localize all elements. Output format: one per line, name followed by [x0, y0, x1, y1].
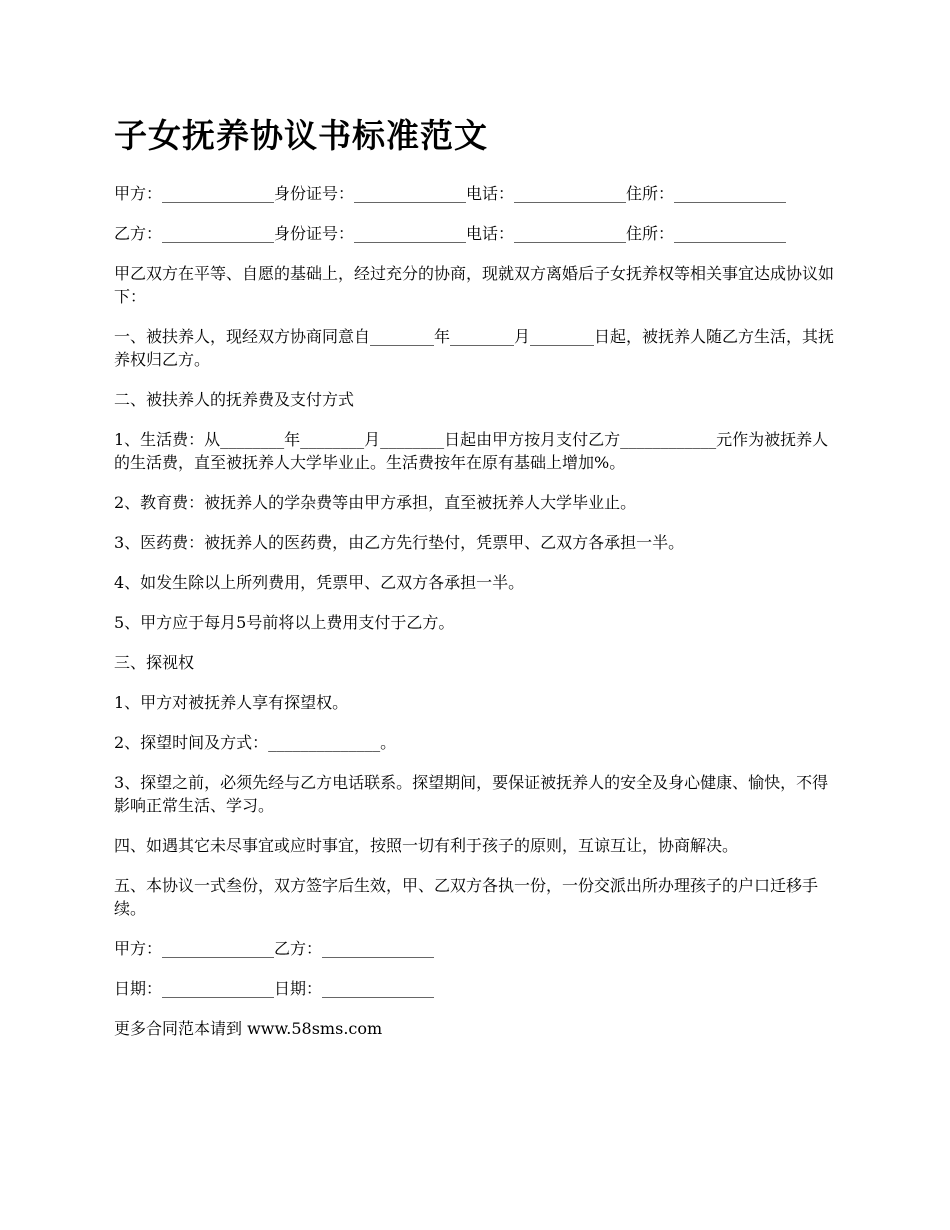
preamble-paragraph: 甲乙双方在平等、自愿的基础上，经过充分的协商，现就双方离婚后子女抚养权等相关事宜达成协议如下： — [114, 264, 835, 306]
clause-5-copies: 五、本协议一式叁份，双方签字后生效，甲、乙双方各执一份，一份交派出所办理孩子的户口迁移手续。 — [114, 876, 819, 918]
document-title: 子女抚养协议书标准范文 — [114, 116, 488, 155]
party-b-info: 乙方：______________身份证号：______________电话：______________住所：______________ — [114, 224, 787, 243]
clause-2-education-fees: 2、教育费：被抚养人的学杂费等由甲方承担，直至被抚养人大学毕业止。 — [114, 493, 637, 512]
party-a-info: 甲方：______________身份证号：______________电话：______________住所：______________ — [114, 184, 787, 203]
date-line: 日期：______________日期：______________ — [114, 979, 435, 998]
clause-3-visitation-conditions: 3、探望之前，必须先经与乙方电话联系。探望期间，要保证被抚养人的安全及身心健康、愉快，不得影响正常生活、学习。 — [114, 773, 829, 815]
clause-2-living-expenses: 1、生活费：从________年________月________日起由甲方按月支付乙方____________元作为被抚养人的生活费，直至被抚养人大学毕业止。生活费按年在原有基础上增加%。 — [114, 430, 829, 472]
clause-3-visitation-right: 1、甲方对被抚养人享有探望权。 — [114, 693, 349, 712]
signature-line: 甲方：______________乙方：______________ — [114, 939, 435, 958]
clause-3-visitation-schedule: 2、探望时间及方式：______________。 — [114, 733, 397, 752]
clause-2-medical-fees: 3、医药费：被抚养人的医药费，由乙方先行垫付，凭票甲、乙双方各承担一半。 — [114, 533, 685, 552]
clause-4-other-matters: 四、如遇其它未尽事宜或应时事宜，按照一切有利于孩子的原则，互谅互让，协商解决。 — [114, 836, 739, 855]
clause-2-other-fees: 4、如发生除以上所列费用，凭票甲、乙双方各承担一半。 — [114, 573, 525, 592]
clause-1-custody: 一、被扶养人，现经双方协商同意自________年________月________日起，被抚养人随乙方生活，其抚养权归乙方。 — [114, 327, 835, 369]
document-page — [114, 112, 840, 1057]
clause-3-heading: 三、探视权 — [114, 653, 195, 672]
clause-2-payment-date: 5、甲方应于每月5号前将以上费用支付于乙方。 — [114, 613, 455, 632]
clause-2-heading: 二、被扶养人的抚养费及支付方式 — [114, 390, 355, 409]
footer-note: 更多合同范本请到 www.58sms.com — [114, 1019, 383, 1038]
